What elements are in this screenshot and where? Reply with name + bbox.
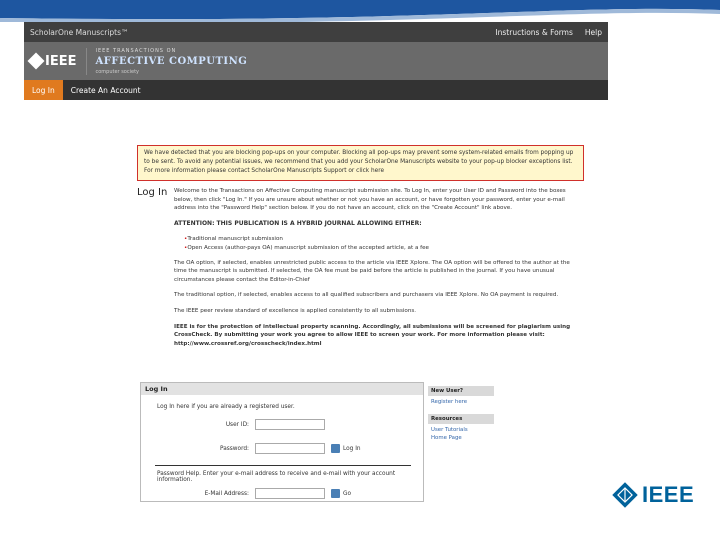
tab-create-account[interactable]: Create An Account [70,85,141,95]
login-divider [155,465,411,466]
help-link[interactable]: Help [584,27,602,37]
password-help-text: Password Help. Enter your e-mail address to receive and e-mail with your account information. [157,471,396,483]
popup-blocker-alert: We have detected that you are blocking pop-ups on your computer. Blocking all pop-ups may prevent some system-related emails from popping up to be sent. To avoid any potential issues, we recommend that you add your ScholarOne Manuscripts website to your pop-up blocker exceptions list. For more information please contact ScholarOne Manuscripts Support or click here [137,145,584,181]
journal-name: AFFECTIVE COMPUTING [95,55,248,67]
option-traditional: • Traditional manuscript submission [184,235,584,244]
register-link[interactable]: Register here [431,399,468,405]
instructions-forms-link[interactable]: Instructions & Forms [495,27,573,37]
login-intro: Log In here if you are already a registered user. [157,404,295,410]
password-label: Password: [219,445,249,452]
resources-heading: Resources [428,414,494,424]
app-brand: ScholarOne Manuscripts™ [30,27,129,37]
sponsor-text: computer society [95,68,139,75]
resources-list [428,424,494,444]
password-row [141,443,361,454]
traditional-text: The traditional option, if selected, enables access to all qualified subscribers and purchasers via IEEE Xplore. No OA payment is required. [174,292,559,299]
login-box [140,382,424,502]
page-title: Log In [137,187,168,198]
go-arrow-icon [331,489,340,498]
attention-text: ATTENTION: THIS PUBLICATION IS A HYBRID JOURNAL ALLOWING EITHER: [174,219,422,227]
crosscheck-text: IEEE is for the protection of intellectual property scanning. Accordingly, all submissions will be screened for plagiarism using CrossCheck. By submitting your work you agree to allow IEEE to screen your work. For more information please visit: http://www.crossref.org/crosscheck/index.html [174,323,571,347]
ieee-diamond-icon [28,53,45,70]
user-id-input[interactable] [255,419,325,430]
login-box-title: Log In [141,383,423,395]
app-nav [24,80,608,100]
email-label: E-Mail Address: [204,490,249,497]
ieee-header-logo: IEEE [30,54,76,69]
user-id-label: User ID: [225,421,249,428]
app-top-bar [24,22,608,42]
oa-text: The OA option, if selected, enables unrestricted public access to the article via IEEE Xplore. The OA option will be offered to the author at the time the manuscript is submitted. If selected, the OA fee must be paid before the article is published in the journal. If you have unusual circumstances please contact the Editor-in-Chief [174,259,570,283]
welcome-text: Welcome to the Transactions on Affective Computing manuscript submission site. To Log In, enter your User ID and Password into the boxes below, then click "Log In." If you are unsure about whether or not you have an account, or have forgotten your password, enter your e-mail address into the "Password Help" section below. If you do not have an account, click on the "Create Account" link above. [174,188,566,212]
ieee-diamond-logo-icon [612,482,638,508]
new-user-heading: New User? [428,386,494,396]
password-input[interactable] [255,443,325,454]
email-input[interactable] [255,488,325,499]
journal-title-block [86,48,247,75]
home-page-link[interactable]: Home Page [431,435,462,441]
log-in-button[interactable]: Log In [331,444,361,453]
scholarone-window [24,22,608,100]
log-in-arrow-icon [331,444,340,453]
welcome-content [174,187,584,355]
user-id-row [141,419,325,430]
go-button[interactable]: Go [331,489,351,498]
ieee-footer-wordmark: IEEE [642,482,695,507]
tab-log-in[interactable]: Log In [24,80,63,100]
side-panel [428,386,494,444]
top-swoosh-band [0,0,720,22]
journal-prefix: IEEE TRANSACTIONS ON [95,47,177,54]
option-open-access: • Open Access (author-pays OA) manuscript submission of the accepted article, at a fee [184,244,584,253]
journal-header [24,42,608,80]
option-list [184,235,584,252]
email-row [141,488,351,499]
review-text: The IEEE peer review standard of excellence is applied consistently to all submissions. [174,307,417,314]
ieee-footer-logo [612,482,694,508]
user-tutorials-link[interactable]: User Tutorials [431,427,468,433]
